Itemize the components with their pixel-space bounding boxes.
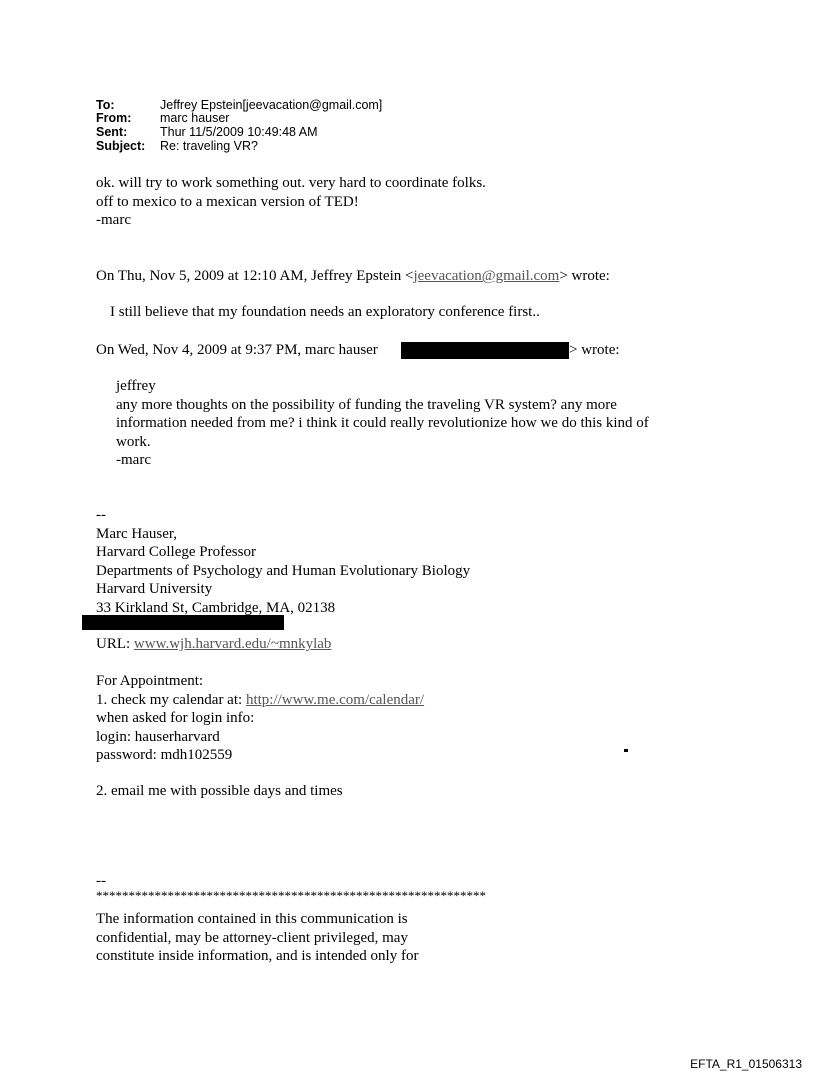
- redaction-block: [401, 342, 569, 359]
- to-label: To:: [96, 98, 115, 112]
- small-mark: [624, 749, 628, 752]
- quote1-intro-suffix: > wrote:: [559, 268, 610, 284]
- signature-separator: --: [96, 507, 106, 523]
- quote1-intro: [96, 267, 610, 286]
- from-value: marc hauser: [160, 111, 230, 125]
- disclaimer-separator: --: [96, 873, 106, 889]
- subject-label: Subject:: [96, 139, 146, 153]
- quote2-body: [116, 377, 649, 470]
- login-line: when asked for login info:: [96, 710, 255, 726]
- signature-line: Harvard College Professor: [96, 544, 256, 560]
- quote1-text: I still believe that my foundation needs an exploratory conference first..: [110, 304, 540, 320]
- signature-line: 33 Kirkland St, Cambridge, MA, 02138: [96, 599, 336, 616]
- lab-url-link[interactable]: www.wjh.harvard.edu/~mnkylab: [133, 636, 332, 652]
- signature-line: Harvard University: [96, 581, 213, 597]
- quote2-line: any more thoughts on the possibility of funding the traveling VR system? any more: [116, 396, 617, 413]
- login-line: login: hauserharvard: [96, 728, 220, 745]
- document-id: EFTA_R1_01506313: [690, 1057, 802, 1071]
- signature-url-line: [96, 635, 331, 654]
- disclaimer-line: constitute inside information, and is intended only for: [96, 948, 419, 964]
- calendar-line: [96, 691, 424, 710]
- to-value: Jeffrey Epstein[jeevacation@gmail.com]: [160, 98, 383, 112]
- disclaimer-text: [96, 910, 418, 966]
- login-line: password: mdh102559: [96, 747, 233, 763]
- sent-label: Sent:: [96, 125, 128, 139]
- signature-block: [96, 506, 470, 617]
- subject-value: Re: traveling VR?: [160, 139, 258, 153]
- quote1-email-link[interactable]: jeevacation@gmail.com: [413, 268, 560, 284]
- redaction-block: [82, 615, 284, 630]
- calendar-link[interactable]: http://www.me.com/calendar/: [245, 691, 425, 708]
- appointment-title: For Appointment:: [96, 673, 204, 689]
- disclaimer-line: The information contained in this communication is: [96, 911, 408, 927]
- disclaimer-stars: ************************************************************: [96, 888, 486, 903]
- sent-value: Thur 11/5/2009 10:49:48 AM: [160, 125, 318, 139]
- quote2-intro-text: On Wed, Nov 4, 2009 at 9:37 PM, marc hauser: [96, 342, 378, 358]
- calendar-prefix: 1. check my calendar at:: [96, 691, 246, 708]
- signature-line: Marc Hauser,: [96, 525, 178, 542]
- url-label: URL:: [96, 636, 134, 652]
- disclaimer-line: confidential, may be attorney-client privileged, may: [96, 929, 408, 946]
- quote2-intro-suffix: > wrote:: [569, 342, 620, 358]
- quote2-line: work.: [116, 433, 151, 450]
- quote2-line: jeffrey: [116, 378, 156, 394]
- quote2-line: -marc: [116, 452, 151, 468]
- reply-body: [96, 174, 486, 230]
- reply-line: off to mexico to a mexican version of TED!: [96, 193, 359, 210]
- reply-line: -marc: [96, 212, 131, 228]
- appointment-block: [96, 672, 424, 765]
- quote1-intro-text: On Thu, Nov 5, 2009 at 12:10 AM, Jeffrey Epstein <: [96, 268, 414, 284]
- email-step: 2. email me with possible days and times: [96, 783, 343, 799]
- quote2-line: information needed from me? i think it could really revolutionize how we do this kind of: [116, 415, 649, 431]
- signature-line: Departments of Psychology and Human Evolutionary Biology: [96, 562, 471, 579]
- from-label: From:: [96, 111, 132, 125]
- reply-line: ok. will try to work something out. very hard to coordinate folks.: [96, 175, 486, 191]
